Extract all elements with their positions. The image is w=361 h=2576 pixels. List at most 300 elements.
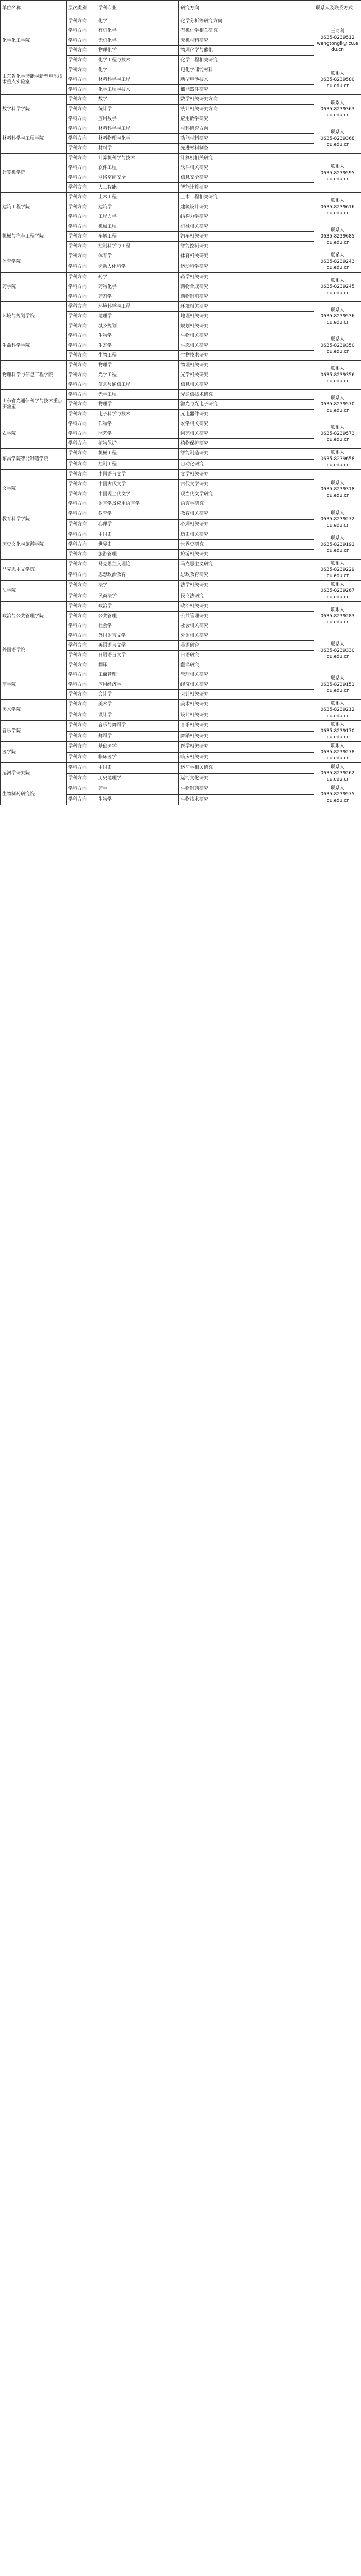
level-cell: 学科方向 <box>67 400 96 410</box>
research-cell: 光电器件研究 <box>179 410 314 419</box>
discipline-cell: 中国语言文学 <box>96 470 179 480</box>
table-row <box>1 95 361 105</box>
discipline-cell: 软件工程 <box>96 163 179 173</box>
level-cell: 学科方向 <box>67 75 96 85</box>
discipline-cell: 控制工程 <box>96 459 179 470</box>
level-cell: 学科方向 <box>67 124 96 134</box>
research-cell: 机械相关研究 <box>179 222 314 232</box>
discipline-cell: 日语语言文学 <box>96 651 179 660</box>
discipline-cell: 机械工程 <box>96 449 179 460</box>
table-row <box>1 273 361 282</box>
level-cell: 学科方向 <box>67 341 96 351</box>
level-cell: 学科方向 <box>67 85 96 95</box>
level-cell: 学科方向 <box>67 212 96 222</box>
contact-info: 联系人 0635-8239170 lcu.edu.cn <box>314 721 361 742</box>
discipline-cell: 翻译 <box>96 660 179 670</box>
level-cell: 学科方向 <box>67 752 96 763</box>
level-cell: 学科方向 <box>67 321 96 331</box>
level-cell: 学科方向 <box>67 519 96 530</box>
discipline-cell: 生物工程 <box>96 351 179 361</box>
discipline-cell: 计算机科学与技术 <box>96 154 179 163</box>
table-row <box>1 602 361 612</box>
discipline-cell: 中国现当代文学 <box>96 489 179 499</box>
level-cell: 学科方向 <box>67 660 96 670</box>
table-row <box>1 509 361 520</box>
contact-info: 联系人 0635-8239658 lcu.edu.cn <box>314 449 361 470</box>
unit-name: 数学科学学院 <box>1 95 67 124</box>
level-cell: 学科方向 <box>67 670 96 680</box>
unit-name: 材料科学与工程学院 <box>1 124 67 154</box>
level-cell: 学科方向 <box>67 390 96 400</box>
header-row <box>1 1 361 16</box>
contact-info: 联系人 0635-8239580 lcu.edu.cn <box>314 65 361 95</box>
header-contact: 联系人及联系方式 <box>314 1 361 16</box>
level-cell: 学科方向 <box>67 621 96 631</box>
level-cell: 学科方向 <box>67 242 96 251</box>
discipline-cell: 无机化学 <box>96 36 179 46</box>
table-row <box>1 65 361 75</box>
contact-info: 联系人 0635-8239212 lcu.edu.cn <box>314 700 361 721</box>
level-cell: 学科方向 <box>67 570 96 581</box>
research-cell: 建筑设计研究 <box>179 202 314 212</box>
discipline-cell: 运动人体科学 <box>96 262 179 273</box>
research-cell: 规划相关研究 <box>179 321 314 331</box>
research-cell: 设计相关研究 <box>179 710 314 721</box>
level-cell: 学科方向 <box>67 742 96 753</box>
unit-name: 政治与公共管理学院 <box>1 602 67 631</box>
discipline-cell: 材料学 <box>96 144 179 154</box>
discipline-cell: 光学工程 <box>96 390 179 400</box>
level-cell: 学科方向 <box>67 46 96 56</box>
research-cell: 化学工程相关研究 <box>179 56 314 65</box>
level-cell: 学科方向 <box>67 794 96 805</box>
discipline-cell: 世界史 <box>96 540 179 550</box>
discipline-cell: 美术学 <box>96 700 179 710</box>
research-cell: 计算机相关研究 <box>179 154 314 163</box>
level-cell: 学科方向 <box>67 173 96 183</box>
contact-info: 联系人 0635-8239616 lcu.edu.cn <box>314 193 361 222</box>
research-cell: 药物制剂研究 <box>179 292 314 302</box>
level-cell: 学科方向 <box>67 509 96 520</box>
unit-name: 医学院 <box>1 742 67 763</box>
discipline-cell: 城乡规划 <box>96 321 179 331</box>
level-cell: 学科方向 <box>67 183 96 193</box>
unit-name: 生命科学学院 <box>1 331 67 361</box>
research-cell: 统计相关研究方向 <box>179 105 314 114</box>
level-cell: 学科方向 <box>67 410 96 419</box>
research-cell: 音乐相关研究 <box>179 721 314 732</box>
discipline-cell: 设计学 <box>96 710 179 721</box>
unit-name: 建筑工程学院 <box>1 193 67 222</box>
level-cell: 学科方向 <box>67 370 96 380</box>
unit-name: 美术学院 <box>1 700 67 721</box>
level-cell: 学科方向 <box>67 262 96 273</box>
research-cell: 英语研究 <box>179 641 314 651</box>
header-unit: 单位名称 <box>1 1 67 16</box>
unit-name: 教育科学学院 <box>1 509 67 530</box>
level-cell: 学科方向 <box>67 602 96 612</box>
research-cell: 日语研究 <box>179 651 314 660</box>
table-row <box>1 193 361 202</box>
unit-name: 马克思主义学院 <box>1 560 67 581</box>
level-cell: 学科方向 <box>67 773 96 784</box>
discipline-cell: 化学 <box>96 65 179 75</box>
discipline-cell: 环境科学与工程 <box>96 302 179 312</box>
discipline-cell: 人工智能 <box>96 183 179 193</box>
table-row <box>1 302 361 312</box>
table-row <box>1 581 361 591</box>
contact-info: 联系人 0635-8239245 lcu.edu.cn <box>314 273 361 302</box>
discipline-cell: 工商管理 <box>96 670 179 680</box>
unit-name: 音乐学院 <box>1 721 67 742</box>
level-cell: 学科方向 <box>67 26 96 36</box>
research-cell: 药学相关研究 <box>179 273 314 282</box>
unit-name: 体育学院 <box>1 251 67 273</box>
table-row <box>1 631 361 641</box>
table-row <box>1 470 361 480</box>
contact-info: 联系人 0635-8239685 lcu.edu.cn <box>314 222 361 251</box>
discipline-cell: 药学 <box>96 784 179 795</box>
discipline-cell: 应用经济学 <box>96 680 179 690</box>
contact-info: 联系人 0635-8239363 lcu.edu.cn <box>314 95 361 124</box>
research-cell: 历史相关研究 <box>179 530 314 540</box>
level-cell: 学科方向 <box>67 292 96 302</box>
level-cell: 学科方向 <box>67 312 96 321</box>
discipline-cell: 教育学 <box>96 509 179 520</box>
discipline-cell: 基础医学 <box>96 742 179 753</box>
discipline-cell: 机械工程 <box>96 222 179 232</box>
contact-info: 联系人 0635-8239243 lcu.edu.cn <box>314 251 361 273</box>
level-cell: 学科方向 <box>67 380 96 390</box>
discipline-cell: 马克思主义理论 <box>96 560 179 570</box>
discipline-cell: 物理学 <box>96 361 179 370</box>
discipline-cell: 药物化学 <box>96 282 179 292</box>
research-cell: 信息安全研究 <box>179 173 314 183</box>
research-cell: 汽车相关研究 <box>179 232 314 242</box>
contact-info: 联系人 0635-8239283 lcu.edu.cn <box>314 602 361 631</box>
discipline-cell: 旅游管理 <box>96 550 179 560</box>
table-row <box>1 16 361 26</box>
unit-name: 环境与规划学院 <box>1 302 67 331</box>
discipline-cell: 植物保护 <box>96 439 179 449</box>
level-cell: 学科方向 <box>67 144 96 154</box>
contact-info: 联系人 0635-8239368 lcu.edu.cn <box>314 124 361 154</box>
unit-name: 化学化工学院 <box>1 16 67 65</box>
research-cell: 功能材料研究 <box>179 134 314 144</box>
discipline-cell: 统计学 <box>96 105 179 114</box>
research-cell: 政治相关研究 <box>179 602 314 612</box>
level-cell: 学科方向 <box>67 429 96 439</box>
discipline-cell: 材料科学与工程 <box>96 75 179 85</box>
research-cell: 运河学相关研究 <box>179 763 314 774</box>
discipline-cell: 中国古代文学 <box>96 480 179 489</box>
contact-info: 联系人 0635-8239262 lcu.edu.cn <box>314 763 361 784</box>
contact-info: 联系人 0635-8239229 lcu.edu.cn <box>314 560 361 581</box>
contact-info: 联系人 0635-8239350 lcu.edu.cn <box>314 331 361 361</box>
research-cell: 会计相关研究 <box>179 690 314 700</box>
research-cell: 马克思主义研究 <box>179 560 314 570</box>
level-cell: 学科方向 <box>67 591 96 602</box>
research-cell: 软件相关研究 <box>179 163 314 173</box>
level-cell: 学科方向 <box>67 459 96 470</box>
discipline-cell: 英语语言文学 <box>96 641 179 651</box>
contact-info: 联系人 0635-8239191 lcu.edu.cn <box>314 530 361 560</box>
level-cell: 学科方向 <box>67 784 96 795</box>
level-cell: 学科方向 <box>67 202 96 212</box>
discipline-cell: 有机化学 <box>96 26 179 36</box>
level-cell: 学科方向 <box>67 560 96 570</box>
discipline-cell: 舞蹈学 <box>96 731 179 742</box>
discipline-cell: 物理学 <box>96 400 179 410</box>
research-cell: 植物保护研究 <box>179 439 314 449</box>
discipline-cell: 药剂学 <box>96 292 179 302</box>
discipline-cell: 中国史 <box>96 763 179 774</box>
discipline-cell: 法学 <box>96 581 179 591</box>
research-cell: 体育相关研究 <box>179 251 314 262</box>
table-row <box>1 390 361 400</box>
research-cell: 地理相关研究 <box>179 312 314 321</box>
research-cell: 先进材料制备 <box>179 144 314 154</box>
level-cell: 学科方向 <box>67 302 96 312</box>
discipline-cell: 地理学 <box>96 312 179 321</box>
research-cell: 激光与光电子研究 <box>179 400 314 410</box>
research-cell: 教育相关研究 <box>179 509 314 520</box>
level-cell: 学科方向 <box>67 282 96 292</box>
research-cell: 生物制药研究 <box>179 784 314 795</box>
discipline-cell: 化学工程与技术 <box>96 56 179 65</box>
discipline-cell: 语言学及应用语言学 <box>96 499 179 509</box>
research-cell: 管理相关研究 <box>179 670 314 680</box>
contact-info: 联系人 0635-8239595 lcu.edu.cn <box>314 154 361 193</box>
discipline-cell: 控制科学与工程 <box>96 242 179 251</box>
unit-name: 物理科学与信息工程学院 <box>1 361 67 390</box>
discipline-cell: 历史地理学 <box>96 773 179 784</box>
table-row <box>1 530 361 540</box>
research-cell: 土木工程相关研究 <box>179 193 314 202</box>
contact-info: 联系人 0635-8239356 lcu.edu.cn <box>314 361 361 390</box>
level-cell: 学科方向 <box>67 251 96 262</box>
level-cell: 学科方向 <box>67 273 96 282</box>
level-cell: 学科方向 <box>67 540 96 550</box>
table-row <box>1 721 361 732</box>
discipline-cell: 社会学 <box>96 621 179 631</box>
level-cell: 学科方向 <box>67 222 96 232</box>
level-cell: 学科方向 <box>67 163 96 173</box>
header-research: 研究方向 <box>179 1 314 16</box>
level-cell: 学科方向 <box>67 530 96 540</box>
unit-name: 运河学研究院 <box>1 763 67 784</box>
level-cell: 学科方向 <box>67 361 96 370</box>
unit-name: 药学院 <box>1 273 67 302</box>
research-cell: 舞蹈相关研究 <box>179 731 314 742</box>
level-cell: 学科方向 <box>67 721 96 732</box>
research-cell: 语言学研究 <box>179 499 314 509</box>
research-cell: 外语相关研究 <box>179 631 314 641</box>
research-cell: 光通信技术研究 <box>179 390 314 400</box>
level-cell: 学科方向 <box>67 710 96 721</box>
level-cell: 学科方向 <box>67 449 96 460</box>
research-cell: 旅游相关研究 <box>179 550 314 560</box>
level-cell: 学科方向 <box>67 489 96 499</box>
discipline-cell: 会计学 <box>96 690 179 700</box>
level-cell: 学科方向 <box>67 641 96 651</box>
level-cell: 学科方向 <box>67 65 96 75</box>
table-row <box>1 742 361 753</box>
discipline-cell: 思想政治教育 <box>96 570 179 581</box>
level-cell: 学科方向 <box>67 680 96 690</box>
discipline-cell: 心理学 <box>96 519 179 530</box>
contact-info: 王同利 0635-8239512 wangtongli@lcu.edu.cn <box>314 16 361 65</box>
research-cell: 医学相关研究 <box>179 742 314 753</box>
contact-info: 联系人 0635-8239318 lcu.edu.cn <box>314 470 361 509</box>
level-cell: 学科方向 <box>67 581 96 591</box>
discipline-cell: 建筑学 <box>96 202 179 212</box>
research-cell: 生物技术研究 <box>179 351 314 361</box>
discipline-cell: 信息与通信工程 <box>96 380 179 390</box>
contact-info: 联系人 0635-8239272 lcu.edu.cn <box>314 509 361 530</box>
research-cell: 智能制造研究 <box>179 449 314 460</box>
research-cell: 临床相关研究 <box>179 752 314 763</box>
contact-info: 联系人 0635-8239330 lcu.edu.cn <box>314 631 361 670</box>
level-cell: 学科方向 <box>67 763 96 774</box>
research-cell: 运动科学研究 <box>179 262 314 273</box>
level-cell: 学科方向 <box>67 690 96 700</box>
unit-name: 农学院 <box>1 419 67 449</box>
level-cell: 学科方向 <box>67 439 96 449</box>
discipline-cell: 政治学 <box>96 602 179 612</box>
research-cell: 物理化学与催化 <box>179 46 314 56</box>
research-cell: 世界史研究 <box>179 540 314 550</box>
unit-name: 法学院 <box>1 581 67 602</box>
table-row <box>1 763 361 774</box>
table-row <box>1 419 361 429</box>
table-row <box>1 700 361 710</box>
research-cell: 公共管理研究 <box>179 612 314 621</box>
research-cell: 有机化学相关研究 <box>179 26 314 36</box>
level-cell: 学科方向 <box>67 16 96 26</box>
level-cell: 学科方向 <box>67 95 96 105</box>
unit-name: 历史文化与旅游学院 <box>1 530 67 560</box>
research-cell: 应用数学研究 <box>179 114 314 124</box>
research-cell: 无机材料研究 <box>179 36 314 46</box>
discipline-cell: 公共管理 <box>96 612 179 621</box>
discipline-cell: 材料科学与工程 <box>96 124 179 134</box>
research-cell: 电化学储能材料 <box>179 65 314 75</box>
research-cell: 思政教育研究 <box>179 570 314 581</box>
research-cell: 信息相关研究 <box>179 380 314 390</box>
research-cell: 新型电池技术 <box>179 75 314 85</box>
research-cell: 民商法研究 <box>179 591 314 602</box>
research-cell: 化学分析等研究方向 <box>179 16 314 26</box>
research-cell: 智能控制研究 <box>179 242 314 251</box>
contact-info: 联系人 0635-8239151 lcu.edu.cn <box>314 670 361 700</box>
research-cell: 数学相关研究方向 <box>179 95 314 105</box>
level-cell: 学科方向 <box>67 731 96 742</box>
discipline-cell: 电子科学与技术 <box>96 410 179 419</box>
discipline-cell: 材料物理与化学 <box>96 134 179 144</box>
discipline-cell: 临床医学 <box>96 752 179 763</box>
research-cell: 光学相关研究 <box>179 370 314 380</box>
research-cell: 心理相关研究 <box>179 519 314 530</box>
contact-info: 联系人 0635-8239573 lcu.edu.cn <box>314 419 361 449</box>
discipline-cell: 化学工程与技术 <box>96 85 179 95</box>
unit-name: 机械与汽车工程学院 <box>1 222 67 251</box>
level-cell: 学科方向 <box>67 612 96 621</box>
discipline-cell: 园艺学 <box>96 429 179 439</box>
research-cell: 古代文学研究 <box>179 480 314 489</box>
discipline-cell: 生物学 <box>96 794 179 805</box>
research-cell: 现当代文学研究 <box>179 489 314 499</box>
table-row <box>1 784 361 795</box>
discipline-cell: 生态学 <box>96 341 179 351</box>
contact-info: 联系人 0635-8239575 lcu.edu.cn <box>314 784 361 805</box>
header-discipline: 学科专业 <box>96 1 179 16</box>
table-row <box>1 361 361 370</box>
unit-name: 外国语学院 <box>1 631 67 670</box>
level-cell: 学科方向 <box>67 36 96 46</box>
research-cell: 社会相关研究 <box>179 621 314 631</box>
table-row <box>1 670 361 680</box>
discipline-cell: 药学 <box>96 273 179 282</box>
table-row <box>1 222 361 232</box>
level-cell: 学科方向 <box>67 550 96 560</box>
unit-name: 计算机学院 <box>1 154 67 193</box>
discipline-cell: 中国史 <box>96 530 179 540</box>
research-cell: 生物技术研究 <box>179 794 314 805</box>
discipline-cell: 体育学 <box>96 251 179 262</box>
contact-info: 联系人 0635-8239278 lcu.edu.cn <box>314 742 361 763</box>
research-cell: 生物相关研究 <box>179 331 314 341</box>
discipline-cell: 生物学 <box>96 331 179 341</box>
research-cell: 储能器件研究 <box>179 85 314 95</box>
discipline-cell: 外国语言文学 <box>96 631 179 641</box>
level-cell: 学科方向 <box>67 193 96 202</box>
level-cell: 学科方向 <box>67 470 96 480</box>
level-cell: 学科方向 <box>67 651 96 660</box>
discipline-cell: 数学 <box>96 95 179 105</box>
research-cell: 美术相关研究 <box>179 700 314 710</box>
research-cell: 文学相关研究 <box>179 470 314 480</box>
discipline-cell: 土木工程 <box>96 193 179 202</box>
research-cell: 经济相关研究 <box>179 680 314 690</box>
table-body <box>1 16 361 805</box>
level-cell: 学科方向 <box>67 105 96 114</box>
research-cell: 结构力学研究 <box>179 212 314 222</box>
table-row <box>1 449 361 460</box>
research-cell: 药物合成研究 <box>179 282 314 292</box>
level-cell: 学科方向 <box>67 499 96 509</box>
discipline-cell: 车辆工程 <box>96 232 179 242</box>
research-cell: 农学相关研究 <box>179 419 314 429</box>
level-cell: 学科方向 <box>67 700 96 710</box>
level-cell: 学科方向 <box>67 631 96 641</box>
discipline-cell: 民商法学 <box>96 591 179 602</box>
research-cell: 自动化研究 <box>179 459 314 470</box>
unit-name: 商学院 <box>1 670 67 700</box>
research-cell: 法学相关研究 <box>179 581 314 591</box>
discipline-cell: 网络空间安全 <box>96 173 179 183</box>
level-cell: 学科方向 <box>67 351 96 361</box>
contact-info: 联系人 0635-8239570 lcu.edu.cn <box>314 390 361 419</box>
table-row <box>1 154 361 163</box>
unit-name: 山东省化学储能与新型电池技术重点实验室 <box>1 65 67 95</box>
discipline-cell: 作物学 <box>96 419 179 429</box>
table-row <box>1 331 361 341</box>
level-cell: 学科方向 <box>67 154 96 163</box>
discipline-cell: 应用数学 <box>96 114 179 124</box>
level-cell: 学科方向 <box>67 232 96 242</box>
research-cell: 材料研究方向 <box>179 124 314 134</box>
